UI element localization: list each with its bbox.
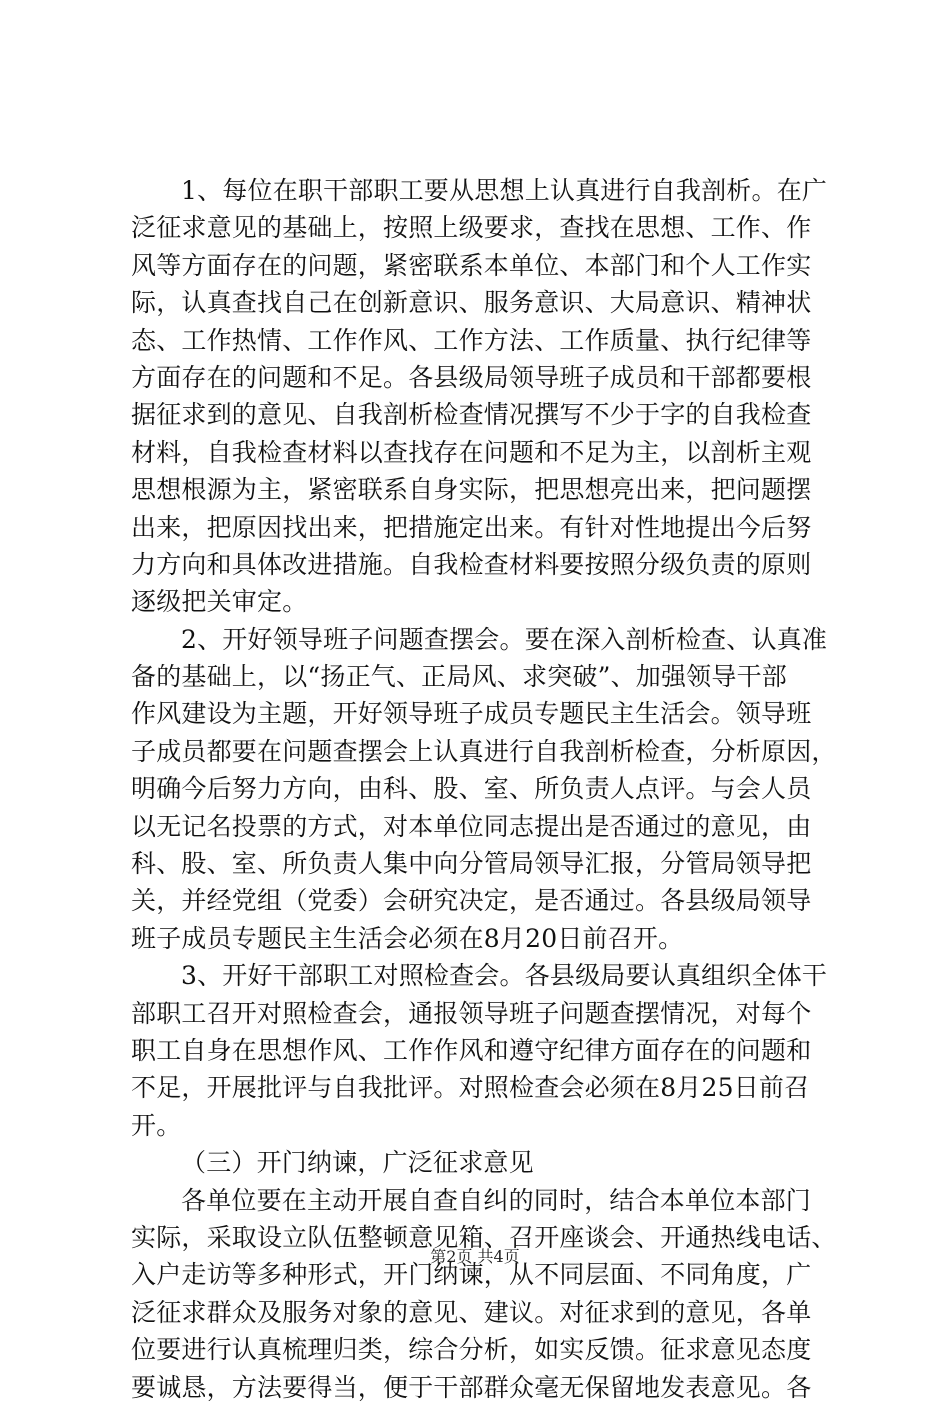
paragraph-4-line: 泛征求群众及服务对象的意见、建议。对征求到的意见，各单: [131, 1297, 812, 1327]
paragraph-2-line: 科、股、室、所负责人集中向分管局领导汇报，分管局领导把: [131, 849, 812, 879]
paragraph-3-line: 开。: [131, 1110, 182, 1140]
section-heading: （三）开门纳谏，广泛征求意见: [181, 1148, 534, 1178]
paragraph-2-line: 备的基础上，以“扬正气、正局风、求突破”、加强领导干部: [131, 662, 787, 692]
paragraph-2-line: 作风建设为主题，开好领导班子成员专题民主生活会。领导班: [131, 699, 812, 729]
paragraph-1-line: 风等方面存在的问题，紧密联系本单位、本部门和个人工作实: [131, 250, 812, 280]
paragraph-3-line: 部职工召开对照检查会，通报领导班子问题查摆情况，对每个: [131, 998, 812, 1028]
document-body: [131, 172, 837, 1406]
paragraph-1-line: 泛征求意见的基础上，按照上级要求，查找在思想、工作、作: [131, 213, 812, 243]
paragraph-1-line: 出来，把原因找出来，把措施定出来。有针对性地提出今后努: [131, 512, 812, 542]
paragraph-3-line: 不足，开展批评与自我批评。对照检查会必须在8月25日前召: [131, 1073, 810, 1103]
paragraph-1-line: 态、工作热情、工作作风、工作方法、工作质量、执行纪律等: [131, 325, 812, 355]
paragraph-1-line: 据征求到的意见、自我剖析检查情况撰写不少于字的自我检查: [131, 400, 812, 430]
paragraph-1-line: 方面存在的问题和不足。各县级局领导班子成员和干部都要根: [131, 362, 812, 392]
paragraph-4-line: 位要进行认真梳理归类，综合分析，如实反馈。征求意见态度: [131, 1335, 812, 1365]
paragraph-1-line: 材料，自我检查材料以查找存在问题和不足为主，以剖析主观: [131, 437, 812, 467]
paragraph-4-line: 各单位要在主动开展自查自纠的同时，结合本单位本部门: [181, 1185, 812, 1215]
paragraph-2-line: 班子成员专题民主生活会必须在8月20日前召开。: [131, 923, 684, 953]
paragraph-3-line: 3、开好干部职工对照检查会。各县级局要认真组织全体干: [181, 961, 828, 991]
paragraph-2-line: 明确今后努力方向，由科、股、室、所负责人点评。与会人员: [131, 774, 812, 804]
paragraph-1-line: 1、每位在职干部职工要从思想上认真进行自我剖析。在广: [181, 176, 828, 205]
paragraph-2-line: 关，并经党组（党委）会研究决定，是否通过。各县级局领导: [131, 886, 812, 916]
paragraph-4-line: 入户走访等多种形式，开门纳谏，从不同层面、不同角度，广: [131, 1260, 812, 1290]
paragraph-4-line: 实际，采取设立队伍整顿意见箱、召开座谈会、开通热线电话、: [131, 1222, 837, 1252]
paragraph-2-line: 子成员都要在问题查摆会上认真进行自我剖析检查，分析原因，: [131, 736, 837, 766]
paragraph-4-line: 要诚恳，方法要得当，便于干部群众毫无保留地发表意见。各: [131, 1372, 812, 1402]
paragraph-1-line: 思想根源为主，紧密联系自身实际，把思想亮出来，把问题摆: [131, 475, 812, 505]
paragraph-1-line: 逐级把关审定。: [131, 587, 308, 617]
paragraph-2-line: 2、开好领导班子问题查摆会。要在深入剖析检查、认真准: [181, 624, 828, 654]
paragraph-2-line: 以无记名投票的方式，对本单位同志提出是否通过的意见，由: [131, 811, 812, 841]
paragraph-3-line: 职工自身在思想作风、工作作风和遵守纪律方面存在的问题和: [131, 1035, 812, 1065]
paragraph-1-line: 际，认真查找自己在创新意识、服务意识、大局意识、精神状: [131, 288, 812, 318]
page-footer: 第2页 共4页: [430, 1247, 520, 1266]
paragraph-1-line: 力方向和具体改进措施。自我检查材料要按照分级负责的原则: [131, 549, 812, 579]
